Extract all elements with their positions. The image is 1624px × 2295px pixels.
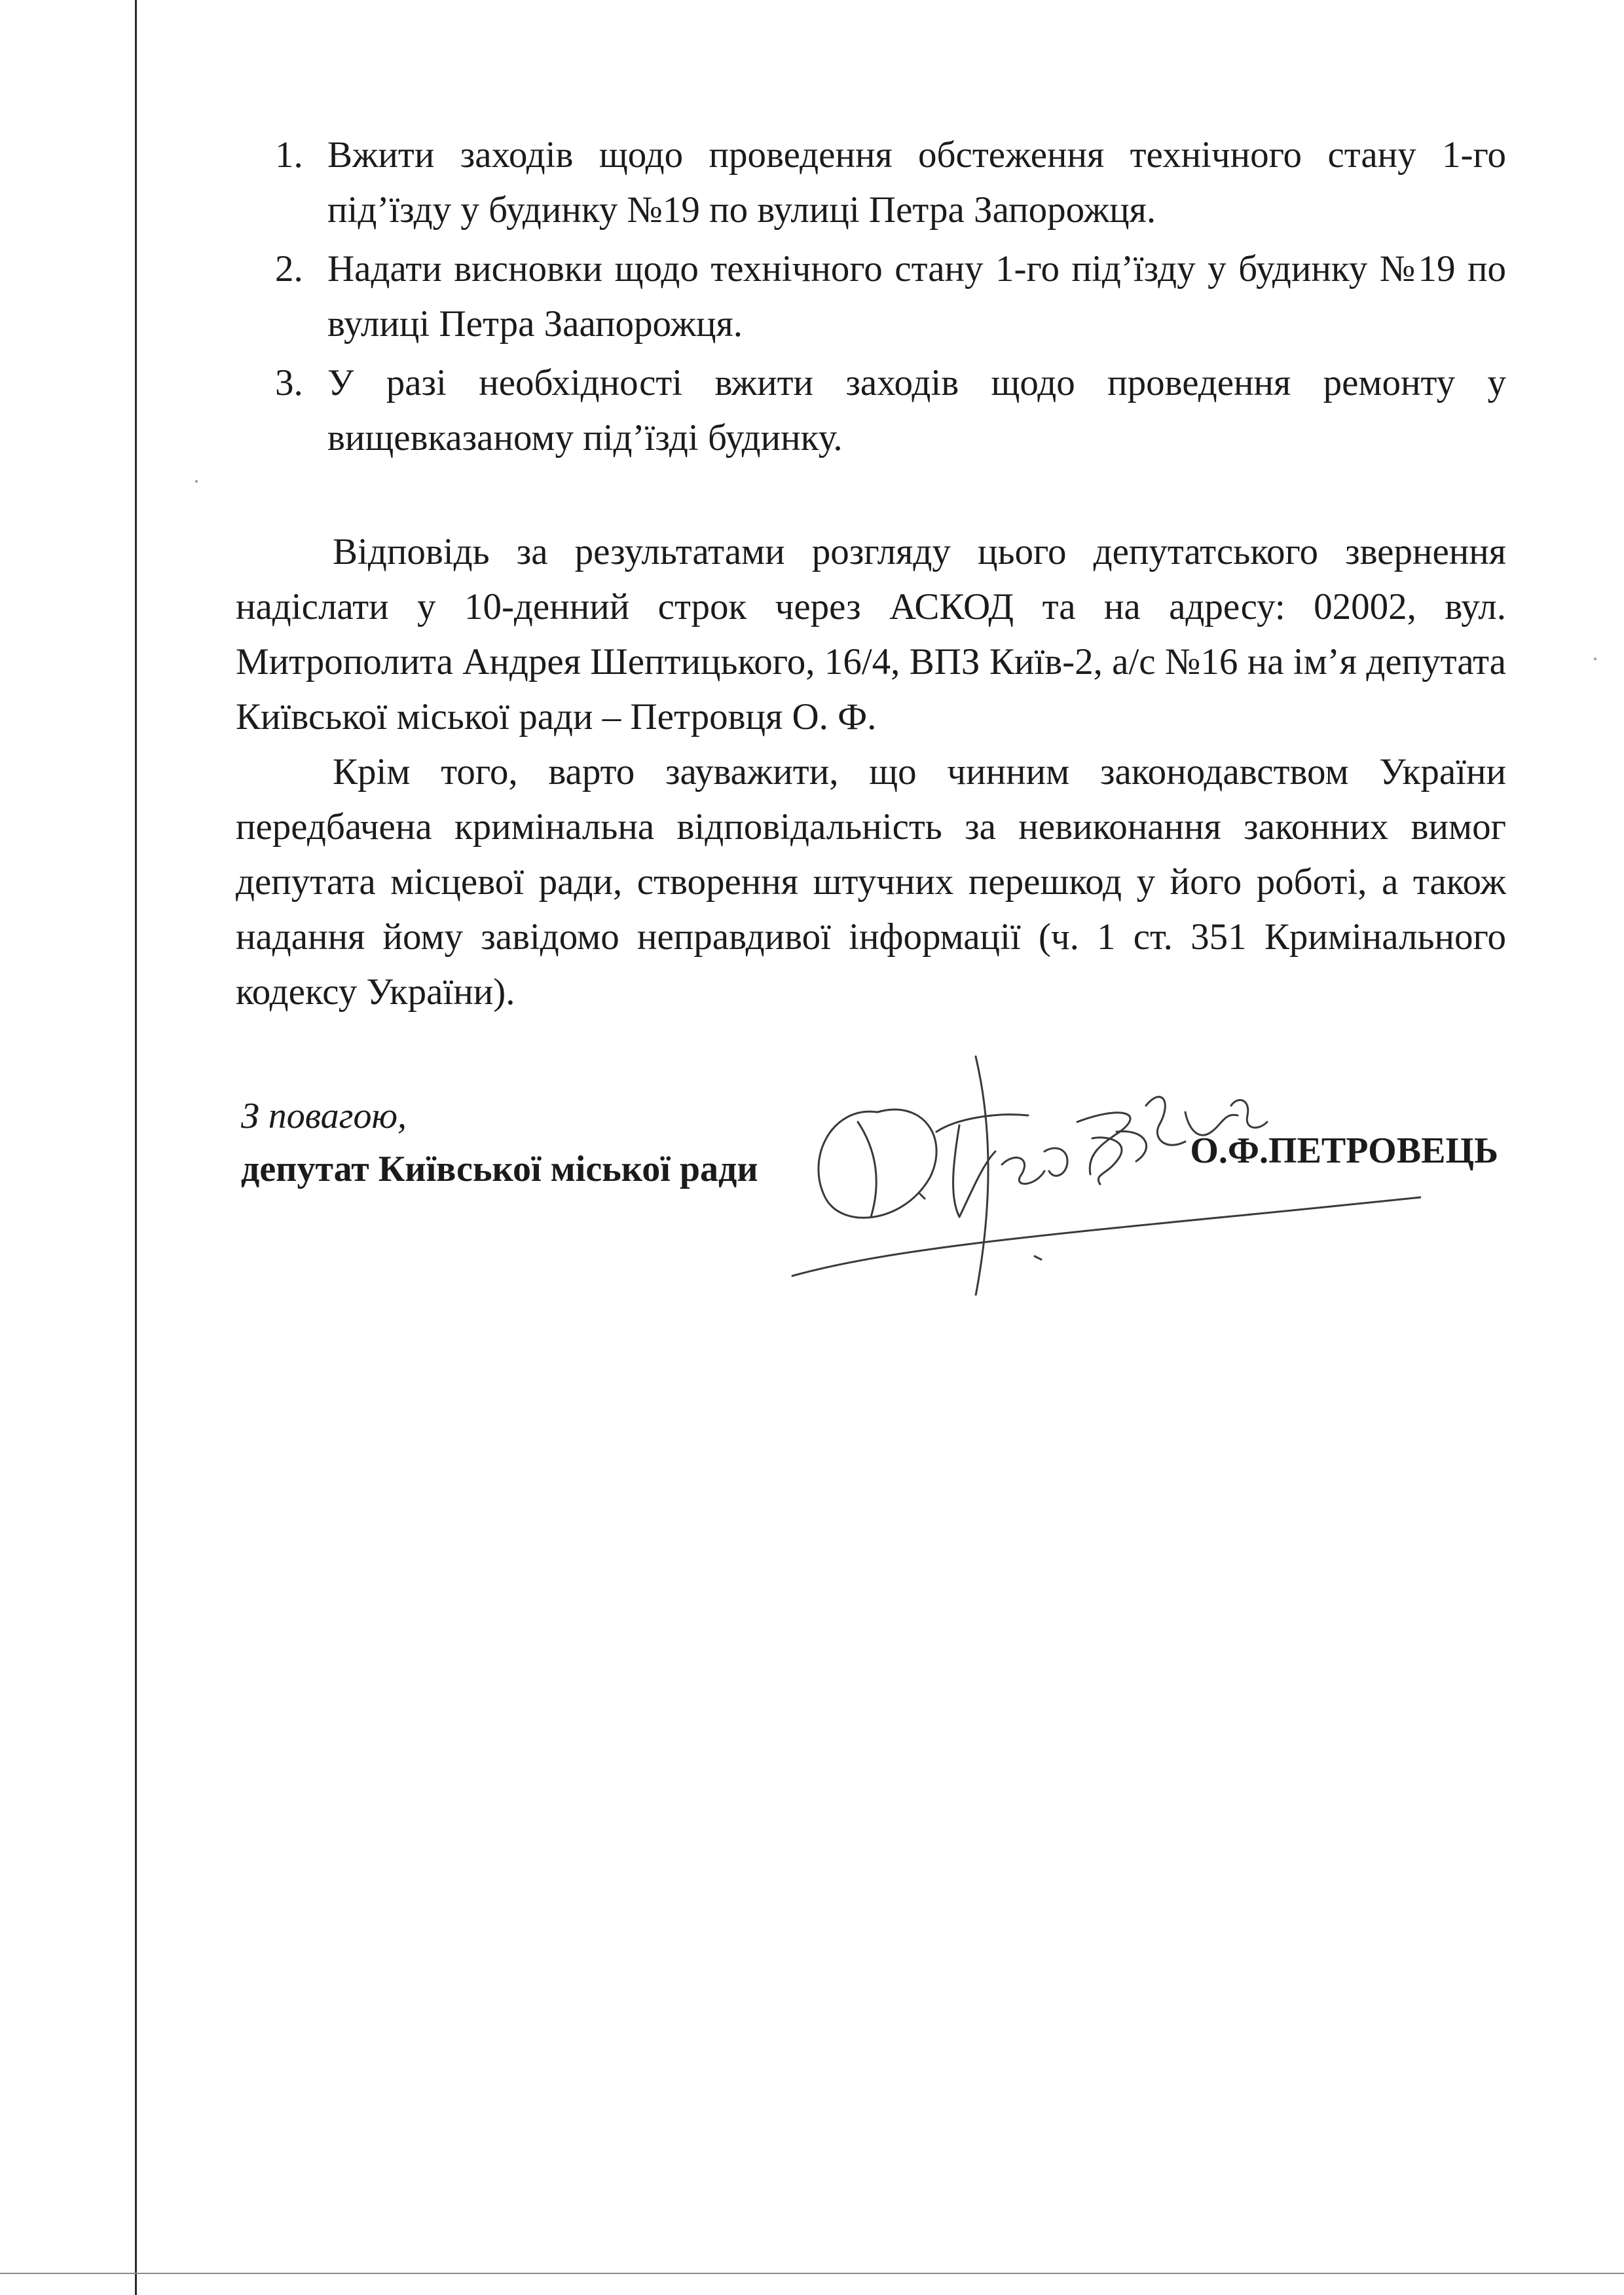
signer-name: О.Ф.ПЕТРОВЕЦЬ xyxy=(1190,1130,1498,1171)
signature-block xyxy=(236,1074,1506,1284)
scan-dust-mark xyxy=(1594,658,1596,660)
request-number: 1. xyxy=(275,134,303,176)
request-text: У разі необхідності вжити заходів щодо проведення ремонту у вищевказаному під’їзді будинку. xyxy=(327,362,1506,458)
closing-phrase: З повагою, xyxy=(241,1096,407,1136)
request-number: 3. xyxy=(275,362,303,403)
scan-dust-mark xyxy=(195,480,198,483)
request-item-1 xyxy=(236,128,1506,238)
request-list xyxy=(236,128,1506,466)
scan-bottom-edge xyxy=(0,2273,1624,2274)
legal-notice-paragraph: Крім того, варто зауважити, що чинним законодавством України передбачена кримінальна відповідальність за невиконання законних вимог депутата місцевої ради, створення штучних перешкод у його роботі, а також надання йому завідомо неправдивої інформації (ч. 1 ст. 351 Кримінального кодексу України). xyxy=(236,751,1506,1013)
response-instructions-paragraph: Відповідь за результатами розгляду цього депутатського звернення надіслати у 10-денний строк через АСКОД та на адресу: 02002, вул. Митрополита Андрея Шептицького, 16/4, ВПЗ Київ-2, а/с №16 на ім’я депутата Київської міської ради – Петровця О. Ф. xyxy=(236,531,1506,737)
request-item-2 xyxy=(236,242,1506,352)
request-text: Вжити заходів щодо проведення обстеження технічного стану 1-го під’їзду у будинку №19 по вулиці Петра Запорожця. xyxy=(327,134,1506,231)
scan-left-edge xyxy=(135,0,137,2295)
request-number: 2. xyxy=(275,248,303,289)
request-item-3 xyxy=(236,356,1506,466)
signer-position: депутат Київської міської ради xyxy=(241,1149,758,1189)
document-body xyxy=(236,128,1506,1020)
request-text: Надати висновки щодо технічного стану 1-го під’їзду у будинку №19 по вулиці Петра Заапорожця. xyxy=(327,248,1506,345)
